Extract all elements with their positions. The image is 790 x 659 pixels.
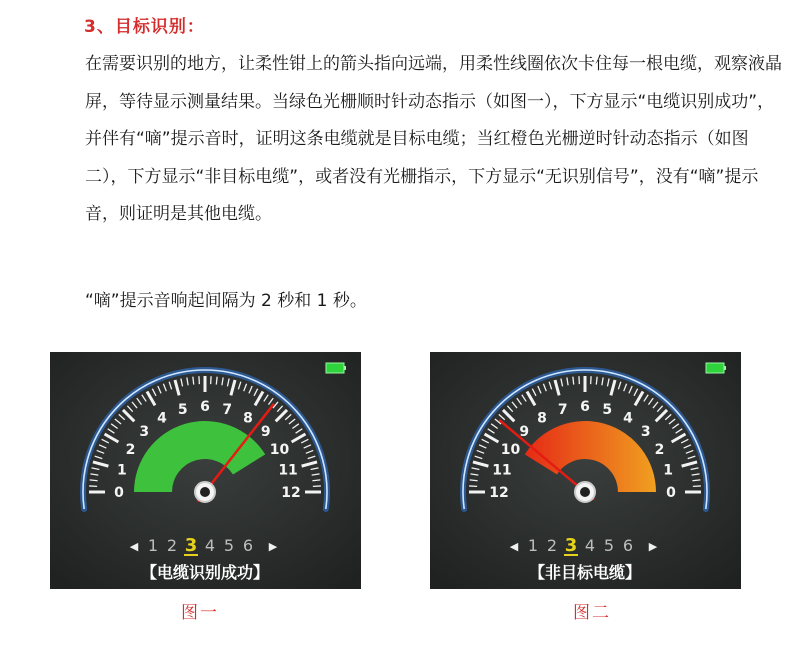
gauge-1 [50,352,361,589]
arrow-right-icon: ▶ [268,540,278,553]
level-digit-selected: 3 [564,535,578,556]
scale-label: 3 [139,424,150,441]
scale-tick [193,377,194,385]
scale-label: 9 [260,424,271,441]
scale-label: 11 [492,462,512,479]
scale-label: 11 [278,462,298,479]
needle-hub-center [200,487,210,497]
section-heading: 3、目标识别： [84,17,205,37]
level-digit: 2 [166,536,178,555]
scale-label: 4 [157,410,167,427]
scale-tick [573,377,574,385]
level-digit: 1 [527,536,539,555]
status-text: 【非目标电缆】 [528,563,642,582]
scale-label: 6 [200,399,210,415]
scale-label: 0 [114,485,124,501]
scale-label: 5 [177,401,188,418]
status-text: 【电缆识别成功】 [140,563,270,582]
scale-tick [312,480,320,481]
scale-tick [692,480,700,481]
battery-icon [326,363,346,373]
scale-label: 9 [519,424,530,441]
scale-label: 12 [489,485,509,501]
level-digit-selected: 3 [184,535,198,556]
figure-2-meter-screen [430,352,741,589]
scale-label: 10 [269,442,290,458]
figure-1-caption: 图一 [181,603,219,623]
arrow-left-icon: ◀ [509,540,519,553]
scale-tick [596,377,597,385]
scale-label: 5 [602,401,613,418]
level-digit: 6 [242,536,254,555]
figure-2-caption: 图二 [573,603,611,623]
scale-label: 4 [623,410,633,427]
scale-label: 6 [580,399,590,415]
arrow-right-icon: ▶ [648,540,658,553]
scale-label: 2 [654,442,665,458]
scale-label: 8 [537,410,547,427]
scale-label: 3 [640,424,651,441]
scale-tick [216,377,217,385]
level-digit: 5 [603,536,615,555]
scale-label: 1 [663,462,673,479]
gauge-2 [430,352,741,589]
scale-label: 0 [666,485,676,501]
figure-1-meter-screen [50,352,361,589]
scale-label: 7 [222,401,233,418]
beep-interval-paragraph: “嘀”提示音响起间隔为 2 秒和 1 秒。 [85,291,367,311]
scale-tick [470,480,478,481]
scale-tick [90,480,98,481]
level-digit: 5 [223,536,235,555]
scale-label: 1 [117,462,127,479]
level-digit: 6 [622,536,634,555]
arrow-left-icon: ◀ [129,540,139,553]
level-digit: 1 [147,536,159,555]
level-digit: 4 [204,536,216,555]
scale-label: 7 [557,401,568,418]
battery-icon [706,363,726,373]
scale-label: 10 [500,442,521,458]
needle-hub-center [580,487,590,497]
scale-label: 8 [243,410,253,427]
instruction-paragraph: 在需要识别的地方，让柔性钳上的箭头指向远端，用柔性线圈依次卡住每一根电缆，观察液晶屏，等待显示测量结果。当绿色光栅顺时针动态指示（如图一），下方显示“电缆识别成功”，并伴有“嘀”提示音时，证明这条电缆就是目标电缆；当红橙色光栅逆时针动态指示（如图二），下方显示“非目标电缆”，或者没有光栅指示，下方显示“无识别信号”，没有“嘀”提示音，则证明是其他电缆。 [85,54,782,224]
level-digit: 4 [584,536,596,555]
scale-label: 2 [125,442,136,458]
level-digit: 2 [546,536,558,555]
scale-label: 12 [281,485,301,501]
